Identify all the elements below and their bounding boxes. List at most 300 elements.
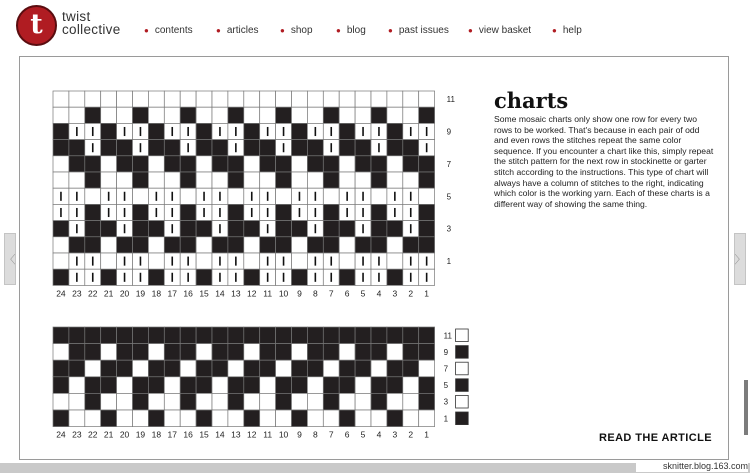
mosaic-chart-compact [53, 327, 468, 440]
chart-cell [101, 344, 117, 361]
chart-cell [276, 172, 292, 188]
chart-cell [260, 377, 276, 394]
chart-cell [196, 172, 212, 188]
chart-cell [403, 327, 419, 344]
chart-cell [180, 107, 196, 123]
chart-cell [133, 237, 149, 253]
chart-cell [387, 172, 403, 188]
chart-cell [276, 360, 292, 377]
chart-cell [164, 91, 180, 107]
chart-cell [323, 107, 339, 123]
chart-cell [117, 156, 133, 172]
chart-cell [403, 237, 419, 253]
chart-cell [403, 140, 419, 156]
chart-cell [69, 410, 85, 427]
chart-cell [260, 172, 276, 188]
chart-cell [228, 377, 244, 394]
chart-cell [323, 410, 339, 427]
chart-cell [228, 410, 244, 427]
chart-cell [371, 188, 387, 204]
chart-cell [355, 377, 371, 394]
chart-cell [355, 107, 371, 123]
chart-cell [323, 237, 339, 253]
chart-cell [101, 360, 117, 377]
chart-cell [371, 204, 387, 220]
column-label: 14 [215, 429, 225, 440]
chart-cell [180, 237, 196, 253]
chart-cell [387, 123, 403, 139]
chart-cell [403, 344, 419, 361]
brand-line1: twist [62, 9, 91, 24]
chart-cell [276, 327, 292, 344]
chart-cell [180, 221, 196, 237]
chart-cell [196, 377, 212, 394]
chart-cell [244, 269, 260, 285]
chart-cell [196, 91, 212, 107]
chart-cell [292, 123, 308, 139]
chart-cell [276, 91, 292, 107]
chart-cell [307, 393, 323, 410]
chart-cell [53, 237, 69, 253]
chart-cell [355, 156, 371, 172]
chart-cell [117, 377, 133, 394]
chart-cell [339, 172, 355, 188]
chart-cell [419, 91, 435, 107]
chart-cell [403, 156, 419, 172]
chart-cell [307, 360, 323, 377]
chart-cell [339, 327, 355, 344]
chart-cell [419, 107, 435, 123]
chart-cell [117, 393, 133, 410]
chart-cell [339, 253, 355, 269]
column-label: 19 [135, 288, 146, 299]
chart-cell [133, 327, 149, 344]
chart-cell [69, 237, 85, 253]
column-label: 20 [119, 429, 130, 440]
chart-cell [101, 269, 117, 285]
column-label: 24 [56, 429, 66, 440]
chart-cell [101, 140, 117, 156]
color-key-square [456, 412, 469, 425]
chart-cell [292, 410, 308, 427]
chart-cell [228, 91, 244, 107]
chart-cell [419, 204, 435, 220]
chart-cell [371, 107, 387, 123]
chart-cell [307, 172, 323, 188]
chart-cell [276, 377, 292, 394]
chevron-left-icon: 〈 [4, 254, 16, 266]
chart-cell [276, 156, 292, 172]
chart-cell [387, 344, 403, 361]
column-label: 23 [72, 429, 82, 440]
chart-cell [69, 91, 85, 107]
column-label: 18 [151, 429, 162, 440]
chart-cell [292, 91, 308, 107]
chart-cell [307, 410, 323, 427]
chart-cell [133, 344, 149, 361]
chart-cell [196, 327, 212, 344]
chart-cell [53, 156, 69, 172]
column-label: 10 [278, 288, 289, 299]
chart-cell [148, 140, 164, 156]
chart-cell [276, 221, 292, 237]
chart-cell [307, 91, 323, 107]
chart-cell [403, 107, 419, 123]
column-label: 17 [167, 288, 177, 299]
chart-cell [164, 140, 180, 156]
chart-cell [133, 393, 149, 410]
column-label: 5 [360, 429, 366, 440]
chart-cell [148, 156, 164, 172]
chart-cell [53, 269, 69, 285]
chart-cell [53, 140, 69, 156]
chart-cell [148, 221, 164, 237]
chart-cell [133, 188, 149, 204]
chart-cell [228, 327, 244, 344]
chart-cell [276, 107, 292, 123]
chart-cell [244, 393, 260, 410]
chart-cell [196, 269, 212, 285]
column-label: 15 [199, 288, 209, 299]
column-label: 9 [297, 429, 302, 440]
chart-cell [371, 237, 387, 253]
column-label: 1 [424, 288, 430, 299]
chart-cell [244, 410, 260, 427]
chart-cell [148, 269, 164, 285]
chart-cell [164, 156, 180, 172]
column-label: 5 [360, 288, 366, 299]
nav-label: help [562, 25, 582, 36]
chart-cell [148, 393, 164, 410]
chart-cell [355, 91, 371, 107]
chart-cell [117, 107, 133, 123]
chart-cell [180, 410, 196, 427]
chart-cell [53, 344, 69, 361]
column-label: 4 [376, 288, 382, 299]
chart-cell [117, 91, 133, 107]
chart-cell [117, 327, 133, 344]
chart-cell [180, 204, 196, 220]
chart-cell [339, 269, 355, 285]
chart-cell [164, 107, 180, 123]
chart-cell [339, 410, 355, 427]
chart-cell [260, 360, 276, 377]
chart-cell [196, 360, 212, 377]
chart-cell [101, 172, 117, 188]
column-label: 1 [424, 429, 430, 440]
chart-cell [244, 221, 260, 237]
row-label: 7 [446, 159, 452, 169]
chart-cell [212, 140, 228, 156]
chart-cell [196, 237, 212, 253]
chart-cell [307, 140, 323, 156]
chart-cell [371, 172, 387, 188]
chart-cell [387, 253, 403, 269]
chart-cell [101, 107, 117, 123]
column-label: 14 [215, 288, 225, 299]
row-label: 3 [446, 224, 452, 234]
chart-cell [53, 253, 69, 269]
chart-cell [101, 393, 117, 410]
chart-cell [323, 377, 339, 394]
chart-cell [419, 188, 435, 204]
chart-cell [228, 172, 244, 188]
chart-cell [244, 360, 260, 377]
column-label: 13 [231, 429, 241, 440]
chart-cell [276, 188, 292, 204]
chart-cell [292, 269, 308, 285]
chart-cell [85, 410, 101, 427]
chart-cell [244, 344, 260, 361]
chart-cell [148, 107, 164, 123]
chart-cell [101, 327, 117, 344]
chart-cell [196, 410, 212, 427]
chart-cell [339, 393, 355, 410]
chart-cell [148, 377, 164, 394]
chart-cell [196, 393, 212, 410]
chart-cell [419, 237, 435, 253]
chart-cell [419, 377, 435, 394]
chart-cell [101, 91, 117, 107]
bullet-icon: ● [144, 26, 149, 35]
chart-cell [148, 172, 164, 188]
chart-cell [339, 107, 355, 123]
column-label: 23 [72, 288, 82, 299]
chart-cell [339, 377, 355, 394]
chart-cell [85, 156, 101, 172]
chart-cell [323, 327, 339, 344]
chart-cell [180, 91, 196, 107]
chart-cell [133, 91, 149, 107]
chart-cell [339, 140, 355, 156]
chart-cell [212, 237, 228, 253]
chart-cell [196, 140, 212, 156]
chart-cell [339, 344, 355, 361]
column-label: 24 [56, 288, 66, 299]
row-label: 11 [443, 331, 452, 341]
chart-cell [387, 156, 403, 172]
chart-cell [260, 237, 276, 253]
chart-cell [371, 344, 387, 361]
chart-cell [371, 410, 387, 427]
chart-cell [419, 393, 435, 410]
chart-cell [228, 221, 244, 237]
chart-cell [339, 221, 355, 237]
bullet-icon: ● [388, 26, 393, 35]
row-label: 5 [446, 192, 452, 202]
chart-cell [148, 237, 164, 253]
column-label: 15 [199, 429, 209, 440]
color-key-square [456, 329, 469, 342]
chart-cell [355, 410, 371, 427]
chart-cell [228, 188, 244, 204]
column-label: 16 [183, 288, 193, 299]
chart-cell [371, 327, 387, 344]
chart-cell [133, 221, 149, 237]
chart-cell [292, 140, 308, 156]
chart-cell [164, 410, 180, 427]
chart-cell [339, 237, 355, 253]
chart-cell [244, 253, 260, 269]
chevron-right-icon: 〉 [734, 254, 746, 266]
chart-cell [101, 237, 117, 253]
chart-cell [276, 237, 292, 253]
chart-cell [85, 204, 101, 220]
chart-cell [276, 344, 292, 361]
column-label: 8 [312, 288, 318, 299]
chart-cell [85, 172, 101, 188]
nav-label: contents [154, 25, 193, 36]
chart-cell [387, 140, 403, 156]
chart-cell [276, 410, 292, 427]
chart-cell [292, 344, 308, 361]
chart-cell [133, 107, 149, 123]
chart-cell [212, 172, 228, 188]
chart-cell [387, 91, 403, 107]
chart-cell [85, 327, 101, 344]
chart-cell [180, 188, 196, 204]
row-label: 9 [443, 347, 449, 357]
chart-cell [212, 360, 228, 377]
chart-cell [164, 172, 180, 188]
chart-cell [53, 107, 69, 123]
chart-cell [387, 360, 403, 377]
chart-cell [69, 327, 85, 344]
row-label: 3 [443, 397, 449, 407]
chart-cell [260, 327, 276, 344]
chart-cell [85, 221, 101, 237]
column-label: 7 [328, 429, 334, 440]
chart-cell [196, 123, 212, 139]
chart-cell [164, 344, 180, 361]
chart-cell [355, 360, 371, 377]
column-label: 6 [344, 288, 350, 299]
chart-cell [117, 410, 133, 427]
chart-cell [228, 360, 244, 377]
chart-cell [244, 172, 260, 188]
chart-cell [180, 172, 196, 188]
color-key-square [456, 395, 469, 408]
chart-cell [244, 140, 260, 156]
column-label: 20 [119, 288, 130, 299]
chart-cell [260, 140, 276, 156]
chart-cell [371, 377, 387, 394]
chart-cell [212, 344, 228, 361]
column-label: 12 [247, 288, 257, 299]
chart-cell [69, 360, 85, 377]
color-key-square [456, 379, 469, 392]
chart-cell [196, 156, 212, 172]
chart-cell [260, 344, 276, 361]
column-label: 6 [344, 429, 350, 440]
read-article-link[interactable]: READ THE ARTICLE [599, 432, 712, 444]
column-label: 8 [312, 429, 318, 440]
chart-cell [403, 377, 419, 394]
chart-cell [69, 156, 85, 172]
chart-cell [292, 156, 308, 172]
chart-cell [323, 188, 339, 204]
chart-cell [180, 327, 196, 344]
chart-cell [69, 140, 85, 156]
column-label: 13 [231, 288, 241, 299]
chart-cell [164, 393, 180, 410]
column-label: 9 [297, 288, 302, 299]
chart-cell [403, 410, 419, 427]
chart-cell [101, 253, 117, 269]
column-label: 2 [408, 429, 414, 440]
chart-cell [307, 377, 323, 394]
chart-cell [355, 393, 371, 410]
chart-cell [355, 237, 371, 253]
column-label: 19 [135, 429, 146, 440]
chart-cell [419, 344, 435, 361]
chart-cell [307, 237, 323, 253]
nav-label: past issues [398, 25, 449, 36]
chart-cell [133, 172, 149, 188]
column-label: 3 [392, 288, 398, 299]
chart-cell [196, 107, 212, 123]
chart-cell [292, 221, 308, 237]
chart-cell [355, 327, 371, 344]
chart-cell [371, 221, 387, 237]
chart-cell [244, 107, 260, 123]
chart-cell [244, 91, 260, 107]
chart-cell [276, 393, 292, 410]
chart-cell [101, 221, 117, 237]
chart-cell [403, 393, 419, 410]
chart-cell [164, 237, 180, 253]
chart-cell [69, 172, 85, 188]
chart-cell [85, 377, 101, 394]
chart-cell [53, 123, 69, 139]
scrollbar-thumb[interactable] [744, 380, 748, 435]
chart-cell [228, 156, 244, 172]
chart-cell [85, 188, 101, 204]
chart-cell [180, 377, 196, 394]
chart-cell [339, 156, 355, 172]
column-label: 11 [263, 429, 273, 440]
chart-cell [292, 393, 308, 410]
chart-cell [228, 204, 244, 220]
article-title: charts [494, 88, 569, 113]
bullet-icon: ● [336, 26, 341, 35]
chart-cell [212, 377, 228, 394]
chart-cell [260, 156, 276, 172]
chart-cell [53, 91, 69, 107]
chart-cell [387, 107, 403, 123]
chart-cell [101, 377, 117, 394]
chart-cell [53, 377, 69, 394]
chart-cell [117, 140, 133, 156]
chart-cell [117, 237, 133, 253]
chart-cell [133, 156, 149, 172]
chart-cell [307, 107, 323, 123]
chart-cell [419, 410, 435, 427]
row-label: 9 [446, 127, 452, 137]
chart-cell [276, 204, 292, 220]
chart-cell [323, 344, 339, 361]
chart-cell [387, 221, 403, 237]
chart-cell [323, 91, 339, 107]
chart-cell [164, 327, 180, 344]
chart-cell [403, 91, 419, 107]
chart-cell [148, 360, 164, 377]
chart-cell [180, 344, 196, 361]
chart-cell [419, 172, 435, 188]
chart-cell [85, 393, 101, 410]
nav-label: view basket [478, 25, 532, 36]
chart-cell [164, 377, 180, 394]
